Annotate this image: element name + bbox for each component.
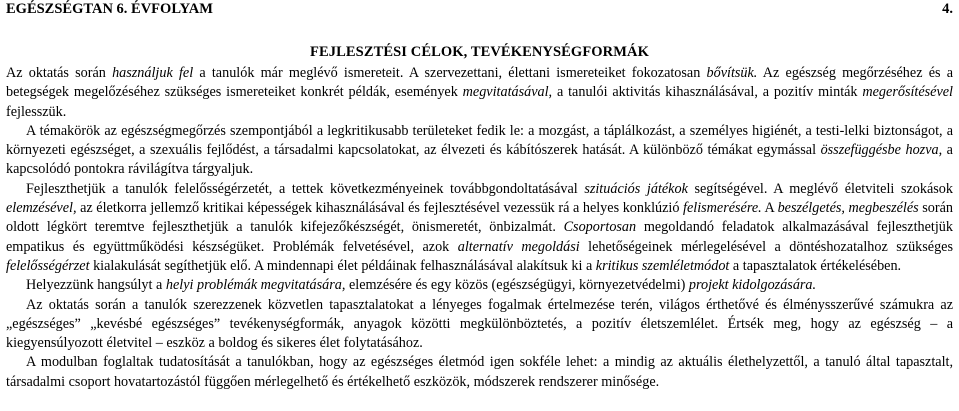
text-run: A témakörök az egészségmegőrzés szempontjából a legkritikusabb területeket fedik le: a mozgást, a táplálkozást, a személyes higiénét, a testi-lelki biztonságot, a környezeti egészséget, a szexuális fejlődést, a társadalmi kapcsolatokat, az élvezeti és kábítószerek hatását. A különböző témákat egymással bbox=[6, 122, 953, 159]
paragraph bbox=[6, 122, 953, 180]
text-run: lehetőségeinek mérlegelésével a döntéshozatalhoz szükséges bbox=[579, 238, 953, 255]
text-run: segítségével. A meglévő életviteli szokások bbox=[687, 180, 953, 197]
text-run: a tanulói aktivitás kihasználásával, a pozitív minták bbox=[552, 84, 863, 101]
body-text bbox=[6, 64, 953, 392]
paragraph bbox=[6, 64, 953, 122]
paragraph bbox=[6, 353, 953, 392]
text-run: elemzésére és egy közös (egészségügyi, környezetvédelmi) bbox=[345, 277, 689, 294]
emphasis-text: Csoportosan bbox=[563, 219, 637, 236]
emphasis-text: alternatív megoldási bbox=[457, 238, 580, 255]
text-run: a tapasztalatok értékelésében. bbox=[729, 257, 902, 274]
emphasis-text: szituációs játékok bbox=[584, 180, 688, 197]
text-run: Az oktatás során a tanulók szerezzenek közvetlen tapasztalatokat a lényeges fogalmak értelmezése terén, világos érthetővé és élménysszerűvé számukra az „egészséges” „kevésbé egészséges” tevékenységformák, anyagok közötti megkülönböztetés, a pozitív életszemlélet. Értsék meg, hogy az egészség – a kiegyensúlyozott életvitel – eszköz a boldog és sikeres élet folytatásához. bbox=[6, 296, 953, 352]
text-run: kialakulását segíthetjük elő. A mindennapi élet példáinak felhasználásával alakítsuk ki a bbox=[89, 257, 596, 274]
emphasis-text: összefüggésbe hozva, bbox=[820, 142, 943, 159]
text-run: A bbox=[761, 200, 778, 217]
paragraph bbox=[6, 276, 953, 295]
emphasis-text: megerősítésével bbox=[862, 84, 953, 101]
text-run: Fejleszthetjük a tanulók felelősségérzetét, a tettek következményeinek továbbgondoltatásával bbox=[26, 180, 585, 197]
emphasis-text: bővítsük. bbox=[706, 65, 758, 81]
emphasis-text: helyi problémák megvitatására, bbox=[165, 277, 346, 294]
text-run: a tanulók már meglévő ismereteit. A szervezettani, élettani ismereteiket fokozatosan bbox=[193, 65, 707, 81]
emphasis-text: felelősségérzet bbox=[6, 257, 90, 274]
emphasis-text: elemzésével, bbox=[6, 200, 77, 217]
emphasis-text: kritikus szemléletmódot bbox=[595, 257, 730, 274]
text-run: A modulban foglaltak tudatosítását a tanulókban, hogy az egészséges életmód igen sokféle lehet: a mindig az aktuális élethelyzettől, a tanuló által tapasztalt, társadalmi csoport hovatartozástól függően mérlegelhető és értékelhető eszközök, módszerek rendszerer minősége. bbox=[6, 354, 953, 390]
text-run: Helyezzünk hangsúlyt a bbox=[26, 277, 166, 294]
emphasis-text: megvitatásával, bbox=[462, 84, 553, 101]
emphasis-text: felismerésére. bbox=[683, 200, 762, 217]
emphasis-text: beszélgetés, megbeszélés bbox=[777, 200, 919, 217]
header-course-title: EGÉSZSÉGTAN 6. ÉVFOLYAM bbox=[6, 1, 213, 17]
running-header bbox=[6, 1, 953, 21]
text-run: az életkorra jellemző kritikai képességek kihasználásával és fejlesztésével vezessük rá a helyes konklúzió bbox=[76, 200, 684, 217]
paragraph bbox=[6, 180, 953, 276]
emphasis-text: használjuk fel bbox=[112, 65, 194, 81]
text-run: Az oktatás során bbox=[6, 65, 113, 81]
text-run: a kapcsolódó pontokra rávilágítva tárgyaljuk. bbox=[6, 142, 953, 178]
emphasis-text: projekt kidolgozására. bbox=[688, 277, 817, 294]
text-run: fejlesszük. bbox=[6, 103, 67, 120]
text-run: során oldott légkört teremtve fejleszthetjük a tanulók kifejezőkészségét, önismeretét, önbizalmát. bbox=[6, 200, 953, 236]
section-title: FEJLESZTÉSI CÉLOK, TEVÉKENYSÉGFORMÁK bbox=[310, 44, 649, 60]
header-page-number: 4. bbox=[942, 1, 953, 17]
text-run: Az egészség megőrzéséhez és a betegségek megelőzéséhez szükséges ismereteiket konkrét példák, események bbox=[6, 65, 954, 101]
text-run: megoldandó feladatok alkalmazásával fejleszthetjük empatikus és együttműködési készségüket. Problémák felvetésével, azok bbox=[6, 219, 953, 255]
paragraph bbox=[6, 296, 953, 354]
